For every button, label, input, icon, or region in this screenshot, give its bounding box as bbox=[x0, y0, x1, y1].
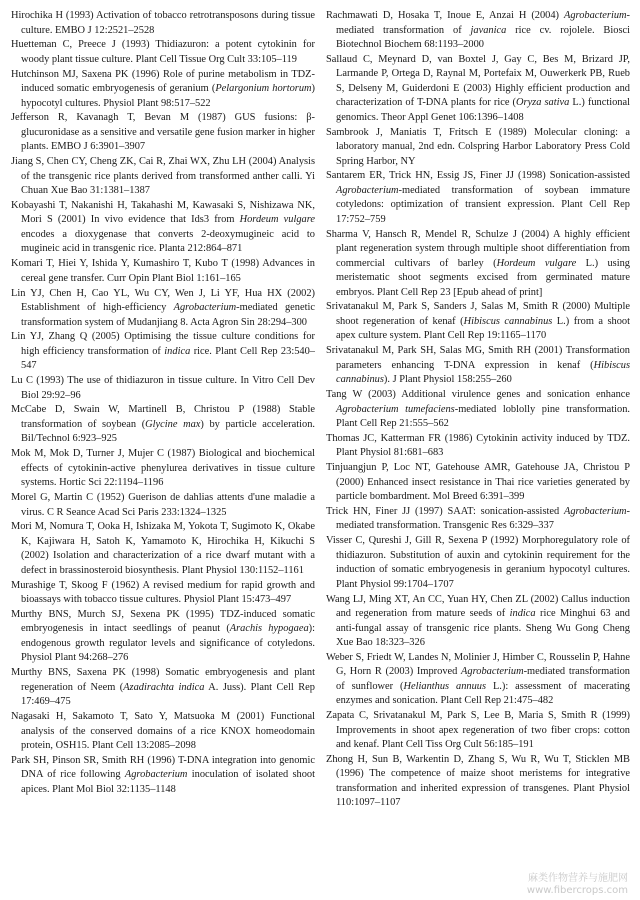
reference-entry: Nagasaki H, Sakamoto T, Sato Y, Matsuoka M (2001) Functional analysis of the conserved domains of a rice KNOX homeodomain protein, OSH15. Plant Cell 13:2085–2098 bbox=[11, 711, 315, 752]
reference-entry: Sallaud C, Meynard D, van Boxtel J, Gay C, Bes M, Brizard JP, Larmande P, Ortega D, Raynal M, Portefaix M, Ouwerkerk PB, Rueb S, Delseny M, Guiderdoni E (2003) Highly efficient production and characterization of T-DNA plants for rice (Oryza sativa L.) functional genomics. Theor Appl Genet 106:1396–1408 bbox=[326, 53, 630, 123]
reference-entry: Rachmawati D, Hosaka T, Inoue E, Anzai H (2004) Agrobacterium-mediated transformation of javanica rice cv. rojolele. Biosci Biotechnol Biochem 68:1193–2000 bbox=[326, 10, 630, 50]
reference-entry: Weber S, Friedt W, Landes N, Molinier J, Himber C, Rousselin P, Hahne G, Horn R (2003) Improved Agrobacterium-mediated transformation of sunflower (Helianthus annuus L.): assessment of macerating enzymes and sonication. Plant Cell Rep 21:475–482 bbox=[326, 651, 631, 707]
reference-entry: Hutchinson MJ, Saxena PK (1996) Role of purine metabolism in TDZ-induced somatic embryogenesis of geranium (Pelargonium hortorum) hypocotyl cultures. Physiol Plant 98:517–522 bbox=[11, 68, 315, 109]
watermark-site-name: 麻类作物营养与施肥网 bbox=[528, 873, 628, 884]
reference-entry: Morel G, Martin C (1952) Guerison de dahlias attents d'une maladie a virus. C R Seance Acad Sci Paris 233:1324–1325 bbox=[11, 492, 315, 518]
reference-entry: Hirochika H (1993) Activation of tobacco retrotransposons during tissue culture. EMBO J 12:2521–2528 bbox=[11, 10, 315, 36]
watermark-url: www.fibercrops.com bbox=[526, 885, 628, 896]
reference-entry: Lin YJ, Chen H, Cao YL, Wu CY, Wen J, Li YF, Hua HX (2002) Establishment of high-efficiency Agrobacterium-mediated genetic transformation system of Mudanjiang 8. Acta Agron Sin 28:294–300 bbox=[11, 287, 315, 328]
reference-entry: Trick HN, Finer JJ (1997) SAAT: sonication-assisted Agrobacterium-mediated transformation. Transgenic Res 6:329–337 bbox=[326, 505, 630, 532]
reference-column-right bbox=[326, 9, 630, 811]
reference-entry: Park SH, Pinson SR, Smith RH (1996) T-DNA integration into genomic DNA of rice following Agrobacterium inoculation of isolated shoot apices. Plant Mol Biol 32:1135–1148 bbox=[11, 754, 315, 795]
reference-entry: Lin YJ, Zhang Q (2005) Optimising the tissue culture conditions for high efficiency transformation of indica rice. Plant Cell Rep 23:540–547 bbox=[11, 331, 315, 372]
reference-entry: Murashige T, Skoog F (1962) A revised medium for rapid growth and bioassays with tobacco tissue cultures. Physiol Plant 15:473–497 bbox=[11, 579, 315, 606]
reference-entry: Tinjuangjun P, Loc NT, Gatehouse AMR, Gatehouse JA, Christou P (2000) Enhanced insect resistance in Thai rice varieties generated by particle bombardment. Mol Breed 6:391–399 bbox=[326, 462, 630, 503]
reference-entry: Sharma V, Hansch R, Mendel R, Schulze J (2004) A highly efficient plant regeneration system through multiple shoot differentiation from commercial cultivars of barley (Hordeum vulgare L.) using meristematic shoot segments excised from germinated mature embryos. Plant Cell Rep 23 [Epub ahead of print] bbox=[326, 228, 630, 298]
reference-entry: Mok M, Mok D, Turner J, Mujer C (1987) Biological and biochemical effects of cytokinin-active phenylurea derivatives in tissue culture systems. Hortic Sci 22:1194–1196 bbox=[11, 448, 315, 489]
reference-entry: Srivatanakul M, Park SH, Salas MG, Smith RH (2001) Transformation parameters enhancing T-DNA expression in kenaf (Hibiscus cannabinus). J Plant Physiol 158:255–260 bbox=[326, 345, 630, 386]
reference-entry: Tang W (2003) Additional virulence genes and sonication enhance Agrobacterium tumefaciens-mediated loblolly pine transformation. Plant Cell Rep 21:555–562 bbox=[326, 389, 630, 430]
reference-entry: Huetteman C, Preece J (1993) Thidiazuron: a potent cytokinin for woody plant tissue culture. Plant Cell Tissue Org Cult 33:105–119 bbox=[11, 39, 315, 65]
reference-entry: Lu C (1993) The use of thidiazuron in tissue culture. In Vitro Cell Dev Biol 29:92–96 bbox=[11, 375, 315, 401]
reference-entry: Murthy BNS, Saxena PK (1998) Somatic embryogenesis and plant regeneration of Neem (Azadirachta indica A. Juss). Plant Cell Rep 17:469–475 bbox=[11, 667, 315, 708]
reference-entry: Jefferson R, Kavanagh T, Bevan M (1987) GUS fusions: β-glucuronidase as a sensitive and versatile gene fusion marker in higher plants. EMBO J 6:3901–3907 bbox=[11, 112, 315, 153]
reference-entry: Jiang S, Chen CY, Cheng ZK, Cai R, Zhai WX, Zhu LH (2004) Analysis of the transgenic rice plants derived from transformed anther calli. Yi Chuan Xue Bao 31:1381–1387 bbox=[11, 156, 315, 197]
reference-entry: Visser C, Qureshi J, Gill R, Sexena P (1992) Morphoregulatory role of thidiazuron. Substitution of auxin and cytokinin requirement for the induction of somatic embryogenesis in geranium hypocotyl cultures. Plant Physiol 99:1704–1707 bbox=[326, 535, 630, 590]
reference-entry: McCabe D, Swain W, Martinell B, Christou P (1988) Stable transformation of soybean (Glycine max) by particle acceleration. Bil/Technol 6:923–925 bbox=[11, 404, 315, 445]
reference-entry: Zapata C, Srivatanakul M, Park S, Lee B, Maria S, Smith R (1999) Improvements in shoot apex regeneration of two fiber crops: cotton and kenaf. Plant Cell Tiss Org Cult 56:185–191 bbox=[326, 710, 630, 751]
reference-entry: Zhong H, Sun B, Warkentin D, Zhang S, Wu R, Wu T, Sticklen MB (1996) The competence of maize shoot meristems for integrative transformation and inherited expression of transgenes. Plant Physiol 110:1097–1107 bbox=[326, 753, 630, 809]
reference-entry: Wang LJ, Ming XT, An CC, Yuan HY, Chen ZL (2002) Callus induction and regeneration from mature seeds of indica rice Minghui 63 and anti-fungal assay of transgenic rice plants. Sheng Wu Gong Cheng Xue Bao 18:323–326 bbox=[326, 593, 630, 649]
reference-entry: Sambrook J, Maniatis T, Fritsch E (1989) Molecular cloning: a laboratory manual, 2nd edn. Colspring Harbor Laboratory Press Cold Spring Harbor, NY bbox=[326, 126, 630, 167]
reference-entry: Santarem ER, Trick HN, Essig JS, Finer JJ (1998) Sonication-assisted Agrobacterium-mediated transformation of soybean immature cotyledons: optimization of transient expression. Plant Cell Rep 17:752–759 bbox=[326, 170, 630, 225]
reference-entry: Komari T, Hiei Y, Ishida Y, Kumashiro T, Kubo T (1998) Advances in cereal gene transfer. Curr Opin Plant Biol 1:161–165 bbox=[11, 258, 315, 284]
reference-columns bbox=[11, 9, 630, 811]
reference-entry: Srivatanakul M, Park S, Sanders J, Salas M, Smith R (2000) Multiple shoot regeneration of kenaf (Hibiscus cannabinus L.) from a shoot apex culture system. Plant Cell Rep 19:1165–1170 bbox=[326, 301, 630, 342]
reference-column-left bbox=[11, 9, 315, 811]
reference-entry: Thomas JC, Katterman FR (1986) Cytokinin activity induced by TDZ. Plant Physiol 81:681–683 bbox=[326, 432, 630, 459]
reference-entry: Mori M, Nomura T, Ooka H, Ishizaka M, Yokota T, Sugimoto K, Okabe K, Kajiwara H, Satoh K, Yamamoto K, Hirochika H, Kikuchi S (2002) Isolation and characterization of a rice dwarf mutant with a defect in brassinosteroid biosynthesis. Plant Physiol 130:1152–1161 bbox=[11, 521, 315, 576]
site-watermark bbox=[527, 873, 628, 897]
reference-entry: Kobayashi T, Nakanishi H, Takahashi M, Kawasaki S, Nishizawa NK, Mori S (2001) In vivo evidence that Ids3 from Hordeum vulgare encodes a dioxygenase that converts 2-deoxymugineic acid to mugineic acid in transgenic rice. Planta 212:864–871 bbox=[11, 199, 315, 255]
reference-entry: Murthy BNS, Murch SJ, Sexena PK (1995) TDZ-induced somatic embryogenesis in intact seedlings of peanut (Arachis hypogaea): endogenous growth regulator levels and significance of cotyledons. Physiol Plant 94:268–276 bbox=[11, 608, 315, 664]
